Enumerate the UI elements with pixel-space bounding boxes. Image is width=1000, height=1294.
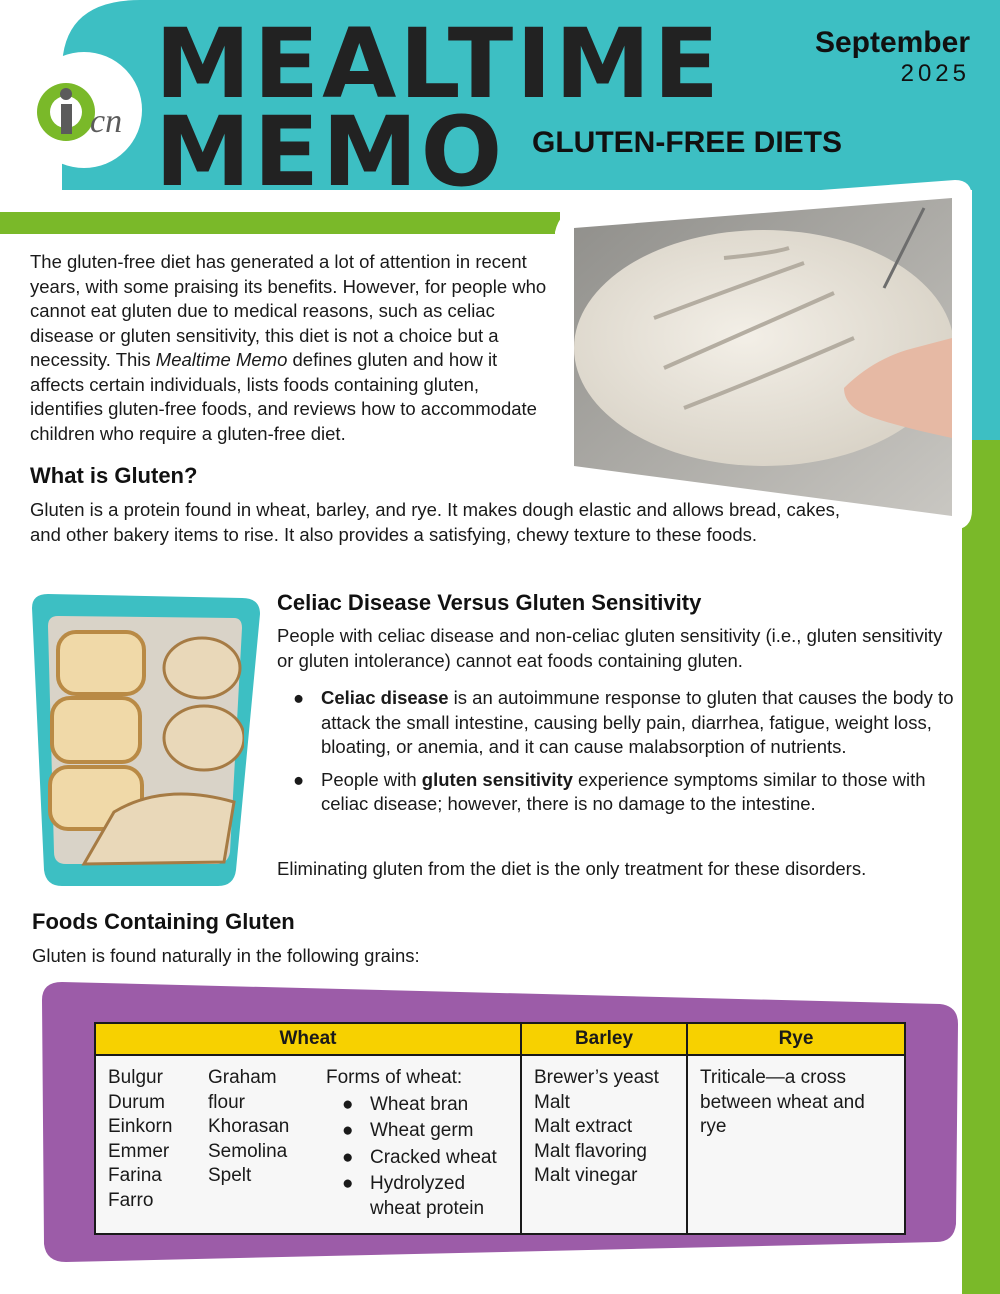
list-item	[326, 1146, 508, 1171]
foods-intro: Gluten is found naturally in the following grains:	[32, 945, 420, 966]
sensitivity-lead: People with	[321, 768, 422, 790]
celiac-conclusion: Eliminating gluten from the diet is the only treatment for these disorders.	[277, 858, 867, 879]
wheat-list-2	[208, 1066, 326, 1189]
sensitivity-term: gluten sensitivity	[421, 768, 573, 790]
list-item: Spelt	[208, 1165, 252, 1186]
bullet-icon: ●	[342, 1173, 354, 1194]
rye-cell	[687, 1055, 905, 1234]
forms-label: Forms of wheat:	[326, 1067, 463, 1088]
list-item	[277, 768, 957, 817]
issue-subtitle: GLUTEN-FREE DIETS	[532, 126, 843, 159]
list-item: Malt	[534, 1091, 570, 1113]
intro-text-start: The gluten-free diet has generated a lot of attention in recent years, with some praising its benefits. However, for people who cannot eat gluten due to medical reasons, such as celiac disease or gluten sensitivity, this diet is not a choice but a necessity. This	[30, 251, 547, 370]
masthead-line2: MEMO	[155, 96, 506, 208]
issue-month: September	[814, 26, 970, 59]
list-item	[277, 686, 957, 760]
list-item	[326, 1172, 508, 1221]
wheat-list-1	[108, 1066, 208, 1213]
bullet-icon: ●	[293, 768, 305, 790]
bullet-icon: ●	[342, 1120, 354, 1141]
form-label: Cracked wheat	[370, 1146, 497, 1168]
list-item: Brewer’s yeast	[534, 1067, 659, 1088]
list-item: Bulgur	[108, 1067, 163, 1088]
issue-year: 2025	[900, 60, 970, 87]
table-row	[95, 1055, 905, 1234]
celiac-definition: is an autoimmune response to gluten that causes the body to attack the small intestine, causing belly pain, diarrhea, fatigue, weight loss, bloating, or anemia, and it can cause malabsorption of nutrients.	[321, 687, 954, 757]
table-header-row	[95, 1023, 905, 1055]
what-is-gluten-heading: What is Gluten?	[30, 463, 198, 488]
list-item: Farina	[108, 1165, 162, 1186]
list-item	[326, 1119, 508, 1144]
list-item	[326, 1093, 508, 1118]
celiac-intro: People with celiac disease and non-celiac gluten sensitivity (i.e., gluten sensitivity or gluten intolerance) cannot eat foods containing gluten.	[277, 625, 943, 671]
intro-text-end: defines gluten and how it affects certain individuals, lists foods containing gluten, identifies gluten-free foods, and reviews how to accommodate children who require a gluten-free diet.	[30, 349, 537, 444]
list-item: Malt flavoring	[534, 1140, 647, 1162]
masthead-title	[155, 8, 722, 208]
bullet-icon: ●	[342, 1093, 354, 1115]
celiac-term: Celiac disease	[321, 687, 449, 708]
list-item: Graham	[208, 1067, 277, 1088]
bread-slices-photo	[44, 612, 244, 868]
foods-heading: Foods Containing Gluten	[32, 909, 295, 934]
svg-text:cn: cn	[90, 103, 123, 140]
forms-list	[326, 1093, 508, 1222]
intro-emphasis: Mealtime Memo	[155, 349, 288, 370]
intro-paragraph	[30, 250, 550, 446]
sensitivity-definition: experience symptoms similar to those with celiac disease; however, there is no damage to the intestine.	[321, 768, 926, 814]
logo-mark-icon	[26, 52, 142, 168]
list-item: Khorasan	[208, 1116, 290, 1137]
list-item: flour	[208, 1091, 245, 1113]
bullet-icon: ●	[342, 1146, 354, 1168]
celiac-heading: Celiac Disease Versus Gluten Sensitivity	[277, 590, 702, 615]
form-label: Wheat bran	[370, 1093, 469, 1115]
list-item: Einkorn	[108, 1116, 173, 1137]
form-label: Wheat germ	[370, 1120, 474, 1141]
header-barley: Barley	[521, 1023, 687, 1055]
gluten-grains-table	[94, 1022, 906, 1235]
barley-cell	[521, 1055, 687, 1234]
list-item: Durum	[108, 1091, 166, 1113]
bullet-icon: ●	[293, 687, 305, 708]
header-rye: Rye	[687, 1023, 905, 1055]
list-item: Malt vinegar	[534, 1165, 638, 1186]
list-item: Emmer	[108, 1140, 170, 1162]
wheat-forms	[326, 1066, 508, 1221]
dough-photo	[574, 198, 952, 516]
list-item: Farro	[108, 1189, 154, 1211]
list-item: Malt extract	[534, 1116, 633, 1137]
form-label: Hydrolyzed wheat protein	[370, 1173, 485, 1219]
wheat-cell	[95, 1055, 521, 1234]
list-item: Semolina	[208, 1140, 288, 1162]
icn-logo	[26, 52, 142, 168]
masthead-line1: MEALTIME	[155, 8, 722, 120]
header-wheat: Wheat	[95, 1023, 521, 1055]
what-is-gluten-text: Gluten is a protein found in wheat, barley, and rye. It makes dough elastic and allows bread, cakes, and other bakery items to rise. It also provides a satisfying, chewy texture to these foods.	[30, 499, 841, 545]
rye-text: Triticale—a cross between wheat and rye	[700, 1067, 865, 1137]
celiac-bullets	[277, 686, 957, 825]
